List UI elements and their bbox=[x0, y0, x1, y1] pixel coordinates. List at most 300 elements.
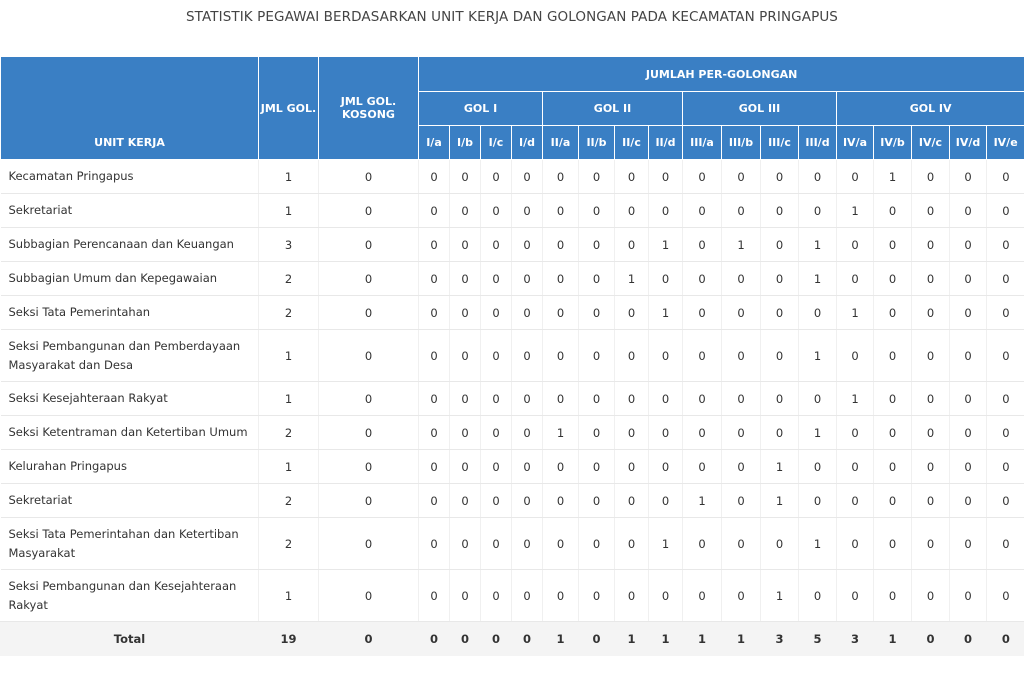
golongan-count-cell: 0 bbox=[615, 228, 649, 262]
sub-golongan-header: III/d bbox=[799, 126, 837, 160]
table-row bbox=[1, 416, 1024, 450]
golongan-count-cell: 0 bbox=[419, 484, 450, 518]
table-row bbox=[1, 194, 1024, 228]
golongan-count-cell: 0 bbox=[683, 296, 722, 330]
golongan-count-cell: 0 bbox=[837, 262, 874, 296]
golongan-count-cell: 0 bbox=[419, 330, 450, 382]
golongan-count-cell: 0 bbox=[683, 382, 722, 416]
golongan-count-cell: 0 bbox=[615, 416, 649, 450]
total-golongan-count: 0 bbox=[419, 622, 450, 657]
golongan-count-cell: 0 bbox=[683, 570, 722, 622]
gol-ii-header: GOL II bbox=[543, 92, 683, 126]
golongan-count-cell: 0 bbox=[950, 194, 987, 228]
golongan-count-cell: 0 bbox=[649, 262, 683, 296]
golongan-count-cell: 0 bbox=[579, 518, 615, 570]
golongan-count-cell: 0 bbox=[761, 160, 799, 194]
jml-kosong-cell: 0 bbox=[319, 160, 419, 194]
sub-golongan-header: I/c bbox=[481, 126, 512, 160]
total-golongan-count: 3 bbox=[837, 622, 874, 657]
sub-golongan-header: IV/b bbox=[874, 126, 912, 160]
golongan-count-cell: 0 bbox=[512, 382, 543, 416]
golongan-count-cell: 0 bbox=[649, 330, 683, 382]
sub-golongan-header: III/a bbox=[683, 126, 722, 160]
golongan-count-cell: 0 bbox=[950, 484, 987, 518]
sub-golongan-header: III/b bbox=[722, 126, 761, 160]
golongan-count-cell: 0 bbox=[649, 194, 683, 228]
golongan-count-cell: 0 bbox=[543, 518, 579, 570]
unit-kerja-cell: Kecamatan Pringapus bbox=[1, 160, 259, 194]
total-golongan-count: 5 bbox=[799, 622, 837, 657]
jml-kosong-cell: 0 bbox=[319, 518, 419, 570]
golongan-count-cell: 0 bbox=[543, 296, 579, 330]
sub-golongan-header: II/c bbox=[615, 126, 649, 160]
golongan-count-cell: 0 bbox=[987, 330, 1024, 382]
golongan-count-cell: 0 bbox=[837, 330, 874, 382]
golongan-count-cell: 0 bbox=[874, 382, 912, 416]
golongan-count-cell: 1 bbox=[799, 416, 837, 450]
total-golongan-count: 3 bbox=[761, 622, 799, 657]
golongan-count-cell: 0 bbox=[950, 262, 987, 296]
golongan-count-cell: 0 bbox=[450, 416, 481, 450]
unit-kerja-cell: Seksi Pembangunan dan Pemberdayaan Masyarakat dan Desa bbox=[1, 330, 259, 382]
unit-kerja-header: UNIT KERJA bbox=[1, 57, 259, 160]
golongan-count-cell: 0 bbox=[450, 382, 481, 416]
sub-golongan-header: II/a bbox=[543, 126, 579, 160]
golongan-count-cell: 0 bbox=[987, 382, 1024, 416]
golongan-count-cell: 0 bbox=[950, 296, 987, 330]
golongan-count-cell: 0 bbox=[761, 416, 799, 450]
golongan-count-cell: 0 bbox=[419, 382, 450, 416]
golongan-count-cell: 1 bbox=[874, 160, 912, 194]
golongan-count-cell: 0 bbox=[450, 262, 481, 296]
golongan-count-cell: 0 bbox=[912, 484, 950, 518]
sub-golongan-header: II/d bbox=[649, 126, 683, 160]
golongan-count-cell: 0 bbox=[543, 194, 579, 228]
golongan-count-cell: 0 bbox=[512, 228, 543, 262]
golongan-count-cell: 0 bbox=[419, 160, 450, 194]
total-golongan-count: 0 bbox=[950, 622, 987, 657]
golongan-count-cell: 0 bbox=[683, 450, 722, 484]
golongan-count-cell: 0 bbox=[579, 262, 615, 296]
golongan-count-cell: 0 bbox=[987, 296, 1024, 330]
golongan-count-cell: 0 bbox=[912, 330, 950, 382]
jml-kosong-cell: 0 bbox=[319, 382, 419, 416]
golongan-count-cell: 1 bbox=[799, 330, 837, 382]
jml-gol-cell: 1 bbox=[259, 194, 319, 228]
golongan-count-cell: 1 bbox=[837, 194, 874, 228]
golongan-count-cell: 0 bbox=[761, 262, 799, 296]
golongan-count-cell: 0 bbox=[912, 518, 950, 570]
golongan-count-cell: 0 bbox=[683, 228, 722, 262]
golongan-count-cell: 0 bbox=[419, 262, 450, 296]
golongan-count-cell: 0 bbox=[837, 416, 874, 450]
golongan-count-cell: 0 bbox=[579, 160, 615, 194]
sub-golongan-header: I/b bbox=[450, 126, 481, 160]
golongan-count-cell: 0 bbox=[912, 228, 950, 262]
jml-gol-cell: 2 bbox=[259, 296, 319, 330]
jml-kosong-cell: 0 bbox=[319, 296, 419, 330]
unit-kerja-cell: Seksi Tata Pemerintahan bbox=[1, 296, 259, 330]
golongan-count-cell: 0 bbox=[512, 484, 543, 518]
golongan-count-cell: 0 bbox=[799, 450, 837, 484]
total-golongan-count: 0 bbox=[512, 622, 543, 657]
golongan-count-cell: 0 bbox=[649, 570, 683, 622]
jml-kosong-cell: 0 bbox=[319, 484, 419, 518]
golongan-count-cell: 0 bbox=[450, 518, 481, 570]
golongan-count-cell: 0 bbox=[987, 570, 1024, 622]
unit-kerja-cell: Kelurahan Pringapus bbox=[1, 450, 259, 484]
jml-gol-cell: 2 bbox=[259, 484, 319, 518]
sub-golongan-header: IV/a bbox=[837, 126, 874, 160]
unit-kerja-cell: Seksi Pembangunan dan Kesejahteraan Rakyat bbox=[1, 570, 259, 622]
golongan-count-cell: 0 bbox=[615, 330, 649, 382]
table-row bbox=[1, 450, 1024, 484]
golongan-count-cell: 0 bbox=[450, 160, 481, 194]
golongan-count-cell: 0 bbox=[615, 484, 649, 518]
golongan-count-cell: 0 bbox=[683, 518, 722, 570]
golongan-count-cell: 0 bbox=[950, 518, 987, 570]
table-row bbox=[1, 570, 1024, 622]
golongan-count-cell: 0 bbox=[512, 330, 543, 382]
golongan-count-cell: 0 bbox=[722, 450, 761, 484]
golongan-count-cell: 0 bbox=[543, 160, 579, 194]
golongan-count-cell: 0 bbox=[799, 484, 837, 518]
golongan-count-cell: 0 bbox=[987, 160, 1024, 194]
golongan-count-cell: 0 bbox=[419, 518, 450, 570]
table-row bbox=[1, 382, 1024, 416]
golongan-count-cell: 0 bbox=[543, 450, 579, 484]
jml-kosong-cell: 0 bbox=[319, 416, 419, 450]
golongan-count-cell: 0 bbox=[912, 382, 950, 416]
golongan-count-cell: 0 bbox=[419, 416, 450, 450]
golongan-count-cell: 1 bbox=[837, 382, 874, 416]
total-golongan-count: 1 bbox=[649, 622, 683, 657]
jml-gol-header: JML GOL. bbox=[259, 57, 319, 160]
golongan-count-cell: 0 bbox=[950, 228, 987, 262]
unit-kerja-cell: Seksi Tata Pemerintahan dan Ketertiban Masyarakat bbox=[1, 518, 259, 570]
jml-kosong-cell: 0 bbox=[319, 450, 419, 484]
golongan-count-cell: 0 bbox=[683, 160, 722, 194]
golongan-count-cell: 1 bbox=[649, 296, 683, 330]
golongan-count-cell: 0 bbox=[950, 160, 987, 194]
golongan-count-cell: 0 bbox=[912, 416, 950, 450]
golongan-count-cell: 0 bbox=[722, 262, 761, 296]
sub-golongan-header: I/a bbox=[419, 126, 450, 160]
golongan-count-cell: 0 bbox=[912, 160, 950, 194]
golongan-count-cell: 0 bbox=[481, 450, 512, 484]
golongan-count-cell: 0 bbox=[512, 416, 543, 450]
golongan-count-cell: 0 bbox=[722, 194, 761, 228]
golongan-count-cell: 0 bbox=[874, 262, 912, 296]
golongan-count-cell: 1 bbox=[649, 228, 683, 262]
golongan-count-cell: 0 bbox=[512, 194, 543, 228]
total-golongan-count: 1 bbox=[722, 622, 761, 657]
golongan-count-cell: 0 bbox=[450, 484, 481, 518]
total-golongan-count: 0 bbox=[987, 622, 1024, 657]
golongan-count-cell: 0 bbox=[683, 262, 722, 296]
golongan-count-cell: 0 bbox=[579, 330, 615, 382]
golongan-count-cell: 0 bbox=[512, 450, 543, 484]
golongan-count-cell: 0 bbox=[419, 228, 450, 262]
jml-kosong-cell: 0 bbox=[319, 262, 419, 296]
total-golongan-count: 1 bbox=[615, 622, 649, 657]
golongan-count-cell: 1 bbox=[543, 416, 579, 450]
golongan-count-cell: 0 bbox=[579, 194, 615, 228]
unit-kerja-cell: Seksi Kesejahteraan Rakyat bbox=[1, 382, 259, 416]
total-golongan-count: 1 bbox=[683, 622, 722, 657]
golongan-count-cell: 0 bbox=[649, 484, 683, 518]
table-row bbox=[1, 518, 1024, 570]
golongan-count-cell: 0 bbox=[874, 416, 912, 450]
golongan-count-cell: 0 bbox=[481, 262, 512, 296]
golongan-count-cell: 0 bbox=[837, 518, 874, 570]
golongan-count-cell: 0 bbox=[579, 228, 615, 262]
table-row bbox=[1, 296, 1024, 330]
golongan-count-cell: 1 bbox=[799, 518, 837, 570]
golongan-count-cell: 0 bbox=[950, 570, 987, 622]
golongan-count-cell: 1 bbox=[615, 262, 649, 296]
golongan-count-cell: 1 bbox=[799, 262, 837, 296]
golongan-count-cell: 0 bbox=[761, 228, 799, 262]
golongan-count-cell: 0 bbox=[450, 450, 481, 484]
golongan-count-cell: 0 bbox=[874, 228, 912, 262]
golongan-count-cell: 0 bbox=[987, 518, 1024, 570]
jumlah-per-golongan-header: JUMLAH PER-GOLONGAN bbox=[419, 57, 1024, 92]
total-golongan-count: 0 bbox=[912, 622, 950, 657]
sub-golongan-header: III/c bbox=[761, 126, 799, 160]
golongan-count-cell: 0 bbox=[450, 330, 481, 382]
golongan-count-cell: 0 bbox=[761, 330, 799, 382]
golongan-count-cell: 0 bbox=[799, 160, 837, 194]
sub-golongan-header: IV/e bbox=[987, 126, 1024, 160]
golongan-count-cell: 0 bbox=[419, 570, 450, 622]
golongan-count-cell: 0 bbox=[615, 160, 649, 194]
golongan-count-cell: 0 bbox=[950, 416, 987, 450]
golongan-count-cell: 0 bbox=[615, 296, 649, 330]
jml-gol-cell: 1 bbox=[259, 570, 319, 622]
golongan-count-cell: 0 bbox=[874, 194, 912, 228]
jml-kosong-cell: 0 bbox=[319, 194, 419, 228]
golongan-count-cell: 0 bbox=[837, 570, 874, 622]
golongan-count-cell: 0 bbox=[543, 382, 579, 416]
golongan-count-cell: 1 bbox=[837, 296, 874, 330]
golongan-count-cell: 0 bbox=[722, 518, 761, 570]
golongan-count-cell: 0 bbox=[761, 194, 799, 228]
table-row bbox=[1, 484, 1024, 518]
page-title: STATISTIK PEGAWAI BERDASARKAN UNIT KERJA DAN GOLONGAN PADA KECAMATAN PRINGAPUS bbox=[186, 9, 838, 25]
jml-gol-cell: 1 bbox=[259, 382, 319, 416]
golongan-count-cell: 0 bbox=[579, 484, 615, 518]
golongan-count-cell: 0 bbox=[987, 416, 1024, 450]
golongan-count-cell: 0 bbox=[987, 228, 1024, 262]
golongan-count-cell: 1 bbox=[722, 228, 761, 262]
golongan-count-cell: 0 bbox=[543, 228, 579, 262]
golongan-count-cell: 0 bbox=[722, 330, 761, 382]
sub-golongan-header: I/d bbox=[512, 126, 543, 160]
total-row bbox=[1, 622, 1024, 657]
total-golongan-count: 1 bbox=[543, 622, 579, 657]
total-jml-gol: 19 bbox=[259, 622, 319, 657]
golongan-count-cell: 0 bbox=[481, 296, 512, 330]
gol-iii-header: GOL III bbox=[683, 92, 837, 126]
table-row bbox=[1, 160, 1024, 194]
total-golongan-count: 0 bbox=[450, 622, 481, 657]
sub-golongan-header: II/b bbox=[579, 126, 615, 160]
golongan-count-cell: 0 bbox=[649, 382, 683, 416]
golongan-count-cell: 0 bbox=[579, 416, 615, 450]
golongan-count-cell: 0 bbox=[987, 194, 1024, 228]
golongan-count-cell: 0 bbox=[543, 570, 579, 622]
golongan-count-cell: 0 bbox=[987, 484, 1024, 518]
golongan-count-cell: 0 bbox=[722, 416, 761, 450]
golongan-count-cell: 0 bbox=[579, 382, 615, 416]
jml-gol-cell: 1 bbox=[259, 330, 319, 382]
golongan-count-cell: 0 bbox=[874, 570, 912, 622]
golongan-count-cell: 0 bbox=[615, 194, 649, 228]
golongan-count-cell: 0 bbox=[481, 518, 512, 570]
jml-gol-cell: 2 bbox=[259, 518, 319, 570]
table-row bbox=[1, 262, 1024, 296]
jml-gol-cell: 2 bbox=[259, 416, 319, 450]
golongan-count-cell: 0 bbox=[512, 570, 543, 622]
jml-gol-cell: 1 bbox=[259, 450, 319, 484]
golongan-count-cell: 1 bbox=[799, 228, 837, 262]
golongan-count-cell: 0 bbox=[912, 296, 950, 330]
jml-gol-kosong-header: JML GOL. KOSONG bbox=[319, 57, 419, 160]
sub-golongan-header: IV/c bbox=[912, 126, 950, 160]
golongan-count-cell: 0 bbox=[837, 450, 874, 484]
golongan-count-cell: 0 bbox=[615, 570, 649, 622]
golongan-count-cell: 0 bbox=[419, 296, 450, 330]
golongan-count-cell: 0 bbox=[987, 262, 1024, 296]
golongan-count-cell: 0 bbox=[615, 382, 649, 416]
golongan-count-cell: 0 bbox=[722, 484, 761, 518]
golongan-count-cell: 0 bbox=[912, 194, 950, 228]
golongan-count-cell: 1 bbox=[683, 484, 722, 518]
golongan-count-cell: 0 bbox=[912, 450, 950, 484]
golongan-count-cell: 0 bbox=[543, 262, 579, 296]
golongan-count-cell: 0 bbox=[481, 416, 512, 450]
golongan-count-cell: 0 bbox=[912, 570, 950, 622]
jml-kosong-cell: 0 bbox=[319, 570, 419, 622]
golongan-count-cell: 1 bbox=[761, 450, 799, 484]
golongan-count-cell: 0 bbox=[837, 160, 874, 194]
table-row bbox=[1, 330, 1024, 382]
golongan-count-cell: 0 bbox=[874, 450, 912, 484]
golongan-count-cell: 0 bbox=[761, 296, 799, 330]
golongan-count-cell: 0 bbox=[481, 330, 512, 382]
golongan-count-cell: 0 bbox=[419, 194, 450, 228]
golongan-count-cell: 0 bbox=[950, 450, 987, 484]
total-label: Total bbox=[1, 622, 259, 657]
golongan-count-cell: 1 bbox=[649, 518, 683, 570]
unit-kerja-cell: Subbagian Umum dan Kepegawaian bbox=[1, 262, 259, 296]
golongan-count-cell: 0 bbox=[481, 160, 512, 194]
golongan-count-cell: 0 bbox=[912, 262, 950, 296]
jml-kosong-cell: 0 bbox=[319, 228, 419, 262]
golongan-count-cell: 0 bbox=[481, 570, 512, 622]
jml-gol-cell: 2 bbox=[259, 262, 319, 296]
golongan-count-cell: 0 bbox=[419, 450, 450, 484]
golongan-count-cell: 0 bbox=[950, 382, 987, 416]
golongan-count-cell: 0 bbox=[450, 296, 481, 330]
golongan-count-cell: 0 bbox=[799, 296, 837, 330]
golongan-count-cell: 0 bbox=[450, 570, 481, 622]
golongan-count-cell: 0 bbox=[683, 330, 722, 382]
golongan-count-cell: 0 bbox=[722, 570, 761, 622]
golongan-count-cell: 0 bbox=[481, 194, 512, 228]
golongan-count-cell: 0 bbox=[987, 450, 1024, 484]
gol-iv-header: GOL IV bbox=[837, 92, 1024, 126]
total-jml-kosong: 0 bbox=[319, 622, 419, 657]
total-golongan-count: 0 bbox=[481, 622, 512, 657]
golongan-count-cell: 0 bbox=[615, 450, 649, 484]
golongan-count-cell: 0 bbox=[512, 160, 543, 194]
golongan-count-cell: 0 bbox=[579, 450, 615, 484]
table-row bbox=[1, 228, 1024, 262]
golongan-count-cell: 0 bbox=[649, 160, 683, 194]
golongan-count-cell: 0 bbox=[512, 262, 543, 296]
golongan-count-cell: 0 bbox=[649, 450, 683, 484]
golongan-count-cell: 0 bbox=[761, 518, 799, 570]
golongan-count-cell: 0 bbox=[649, 416, 683, 450]
gol-i-header: GOL I bbox=[419, 92, 543, 126]
jml-kosong-cell: 0 bbox=[319, 330, 419, 382]
golongan-count-cell: 0 bbox=[450, 228, 481, 262]
golongan-count-cell: 0 bbox=[579, 570, 615, 622]
golongan-count-cell: 0 bbox=[481, 382, 512, 416]
total-golongan-count: 0 bbox=[579, 622, 615, 657]
golongan-count-cell: 0 bbox=[512, 518, 543, 570]
unit-kerja-cell: Sekretariat bbox=[1, 194, 259, 228]
golongan-count-cell: 0 bbox=[837, 484, 874, 518]
unit-kerja-cell: Subbagian Perencanaan dan Keuangan bbox=[1, 228, 259, 262]
golongan-count-cell: 0 bbox=[543, 330, 579, 382]
golongan-count-cell: 0 bbox=[683, 194, 722, 228]
golongan-count-cell: 0 bbox=[683, 416, 722, 450]
golongan-count-cell: 0 bbox=[874, 330, 912, 382]
golongan-count-cell: 0 bbox=[722, 382, 761, 416]
golongan-count-cell: 0 bbox=[799, 382, 837, 416]
table-body bbox=[1, 160, 1024, 622]
golongan-count-cell: 0 bbox=[543, 484, 579, 518]
golongan-count-cell: 0 bbox=[761, 382, 799, 416]
golongan-count-cell: 0 bbox=[481, 228, 512, 262]
golongan-count-cell: 0 bbox=[799, 194, 837, 228]
golongan-count-cell: 0 bbox=[874, 296, 912, 330]
golongan-count-cell: 0 bbox=[799, 570, 837, 622]
golongan-count-cell: 1 bbox=[761, 570, 799, 622]
golongan-count-cell: 0 bbox=[874, 518, 912, 570]
golongan-count-cell: 0 bbox=[450, 194, 481, 228]
golongan-count-cell: 0 bbox=[579, 296, 615, 330]
golongan-count-cell: 0 bbox=[481, 484, 512, 518]
golongan-count-cell: 0 bbox=[837, 228, 874, 262]
total-golongan-count: 1 bbox=[874, 622, 912, 657]
golongan-count-cell: 0 bbox=[722, 160, 761, 194]
unit-kerja-cell: Seksi Ketentraman dan Ketertiban Umum bbox=[1, 416, 259, 450]
golongan-count-cell: 1 bbox=[761, 484, 799, 518]
jml-gol-cell: 1 bbox=[259, 160, 319, 194]
golongan-count-cell: 0 bbox=[512, 296, 543, 330]
jml-gol-cell: 3 bbox=[259, 228, 319, 262]
unit-kerja-cell: Sekretariat bbox=[1, 484, 259, 518]
golongan-count-cell: 0 bbox=[615, 518, 649, 570]
golongan-count-cell: 0 bbox=[722, 296, 761, 330]
golongan-count-cell: 0 bbox=[874, 484, 912, 518]
golongan-count-cell: 0 bbox=[950, 330, 987, 382]
sub-golongan-header: IV/d bbox=[950, 126, 987, 160]
